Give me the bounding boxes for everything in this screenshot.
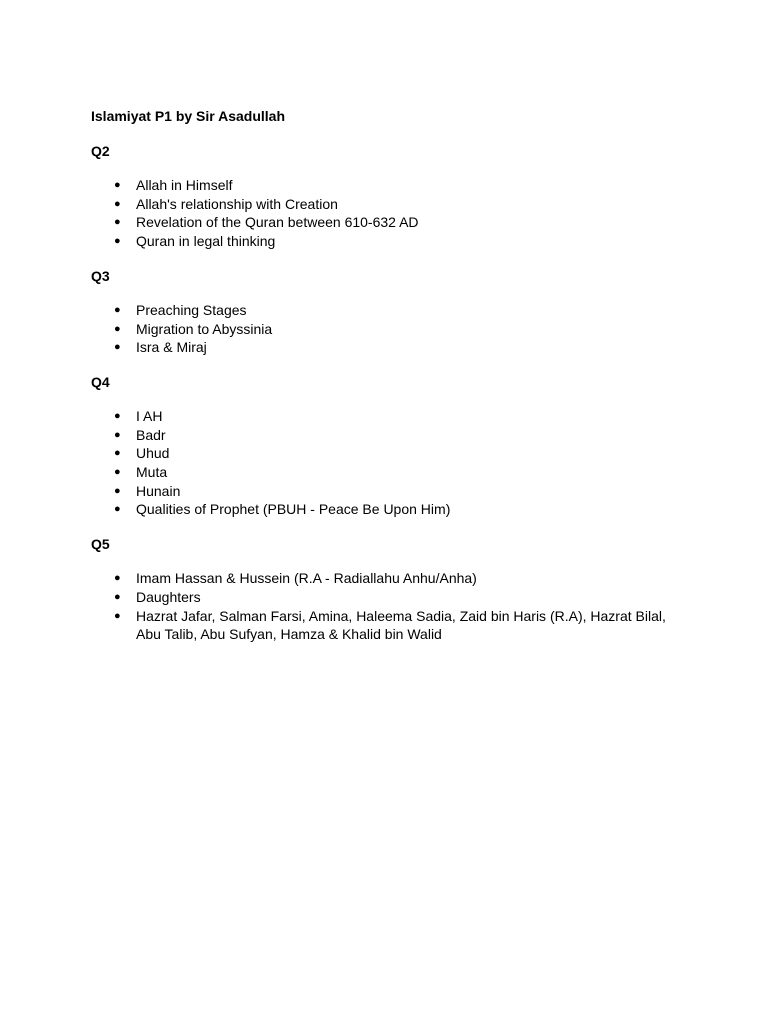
bullet-list — [91, 176, 681, 251]
list-item — [91, 444, 681, 463]
section-heading: Q3 — [91, 267, 110, 284]
bullet-icon: ● — [114, 322, 121, 335]
bullet-icon: ● — [114, 572, 121, 585]
section-q5 — [91, 535, 681, 644]
document-title: Islamiyat P1 by Sir Asadullah — [91, 108, 286, 124]
list-item-text: I AH — [136, 407, 163, 424]
bullet-list — [91, 407, 681, 519]
bullet-list — [91, 569, 681, 644]
list-item-text: Allah's relationship with Creation — [136, 195, 338, 212]
section-q3 — [91, 267, 681, 357]
list-item-text: Hunain — [136, 482, 181, 499]
bullet-icon: ● — [114, 447, 121, 460]
list-item — [91, 213, 681, 232]
list-item-text: Quran in legal thinking — [136, 233, 276, 250]
section-heading: Q4 — [91, 373, 110, 390]
list-item-text: Uhud — [136, 445, 170, 462]
list-item — [91, 482, 681, 501]
list-item — [91, 232, 681, 251]
bullet-list — [91, 301, 681, 357]
list-item-text: Badr — [136, 426, 166, 443]
section-heading: Q5 — [91, 536, 110, 553]
bullet-icon: ● — [114, 590, 121, 603]
bullet-icon: ● — [114, 303, 121, 316]
list-item — [91, 463, 681, 482]
bullet-icon: ● — [114, 179, 121, 191]
section-heading: Q2 — [91, 143, 110, 159]
section-q4 — [91, 373, 681, 519]
bullet-icon: ● — [114, 609, 121, 622]
list-item-text: Preaching Stages — [136, 301, 247, 318]
bullet-icon: ● — [114, 409, 121, 422]
bullet-icon: ● — [114, 466, 121, 479]
list-item — [91, 607, 681, 644]
list-item-text: Daughters — [136, 588, 201, 605]
list-item — [91, 426, 681, 445]
document-page — [91, 107, 681, 660]
list-item-text: Hazrat Jafar, Salman Farsi, Amina, Haleema Sadia, Zaid bin Haris (R.A), Hazrat Bilal, Abu Talib, Abu Sufyan, Hamza & Khalid bin Walid — [136, 607, 666, 643]
bullet-icon: ● — [114, 484, 121, 497]
list-item-text: Imam Hassan & Hussein (R.A - Radiallahu Anhu/Anha) — [136, 570, 477, 587]
list-item-text: Revelation of the Quran between 610-632 AD — [136, 214, 419, 231]
list-item-text: Allah in Himself — [136, 177, 233, 193]
section-q2 — [91, 142, 681, 251]
bullet-icon: ● — [114, 503, 121, 516]
list-item — [91, 407, 681, 426]
bullet-icon: ● — [114, 197, 121, 210]
list-item — [91, 500, 681, 519]
bullet-icon: ● — [114, 216, 121, 229]
list-item-text: Qualities of Prophet (PBUH - Peace Be Upon Him) — [136, 501, 451, 518]
list-item — [91, 195, 681, 214]
bullet-icon: ● — [114, 341, 121, 354]
bullet-icon: ● — [114, 428, 121, 441]
list-item-text: Migration to Abyssinia — [136, 320, 273, 337]
bullet-icon: ● — [114, 235, 121, 248]
list-item — [91, 320, 681, 339]
list-item — [91, 338, 681, 357]
list-item-text: Muta — [136, 464, 168, 481]
list-item-text: Isra & Miraj — [136, 339, 207, 356]
list-item — [91, 588, 681, 607]
list-item — [91, 176, 681, 195]
list-item — [91, 301, 681, 320]
list-item — [91, 569, 681, 588]
